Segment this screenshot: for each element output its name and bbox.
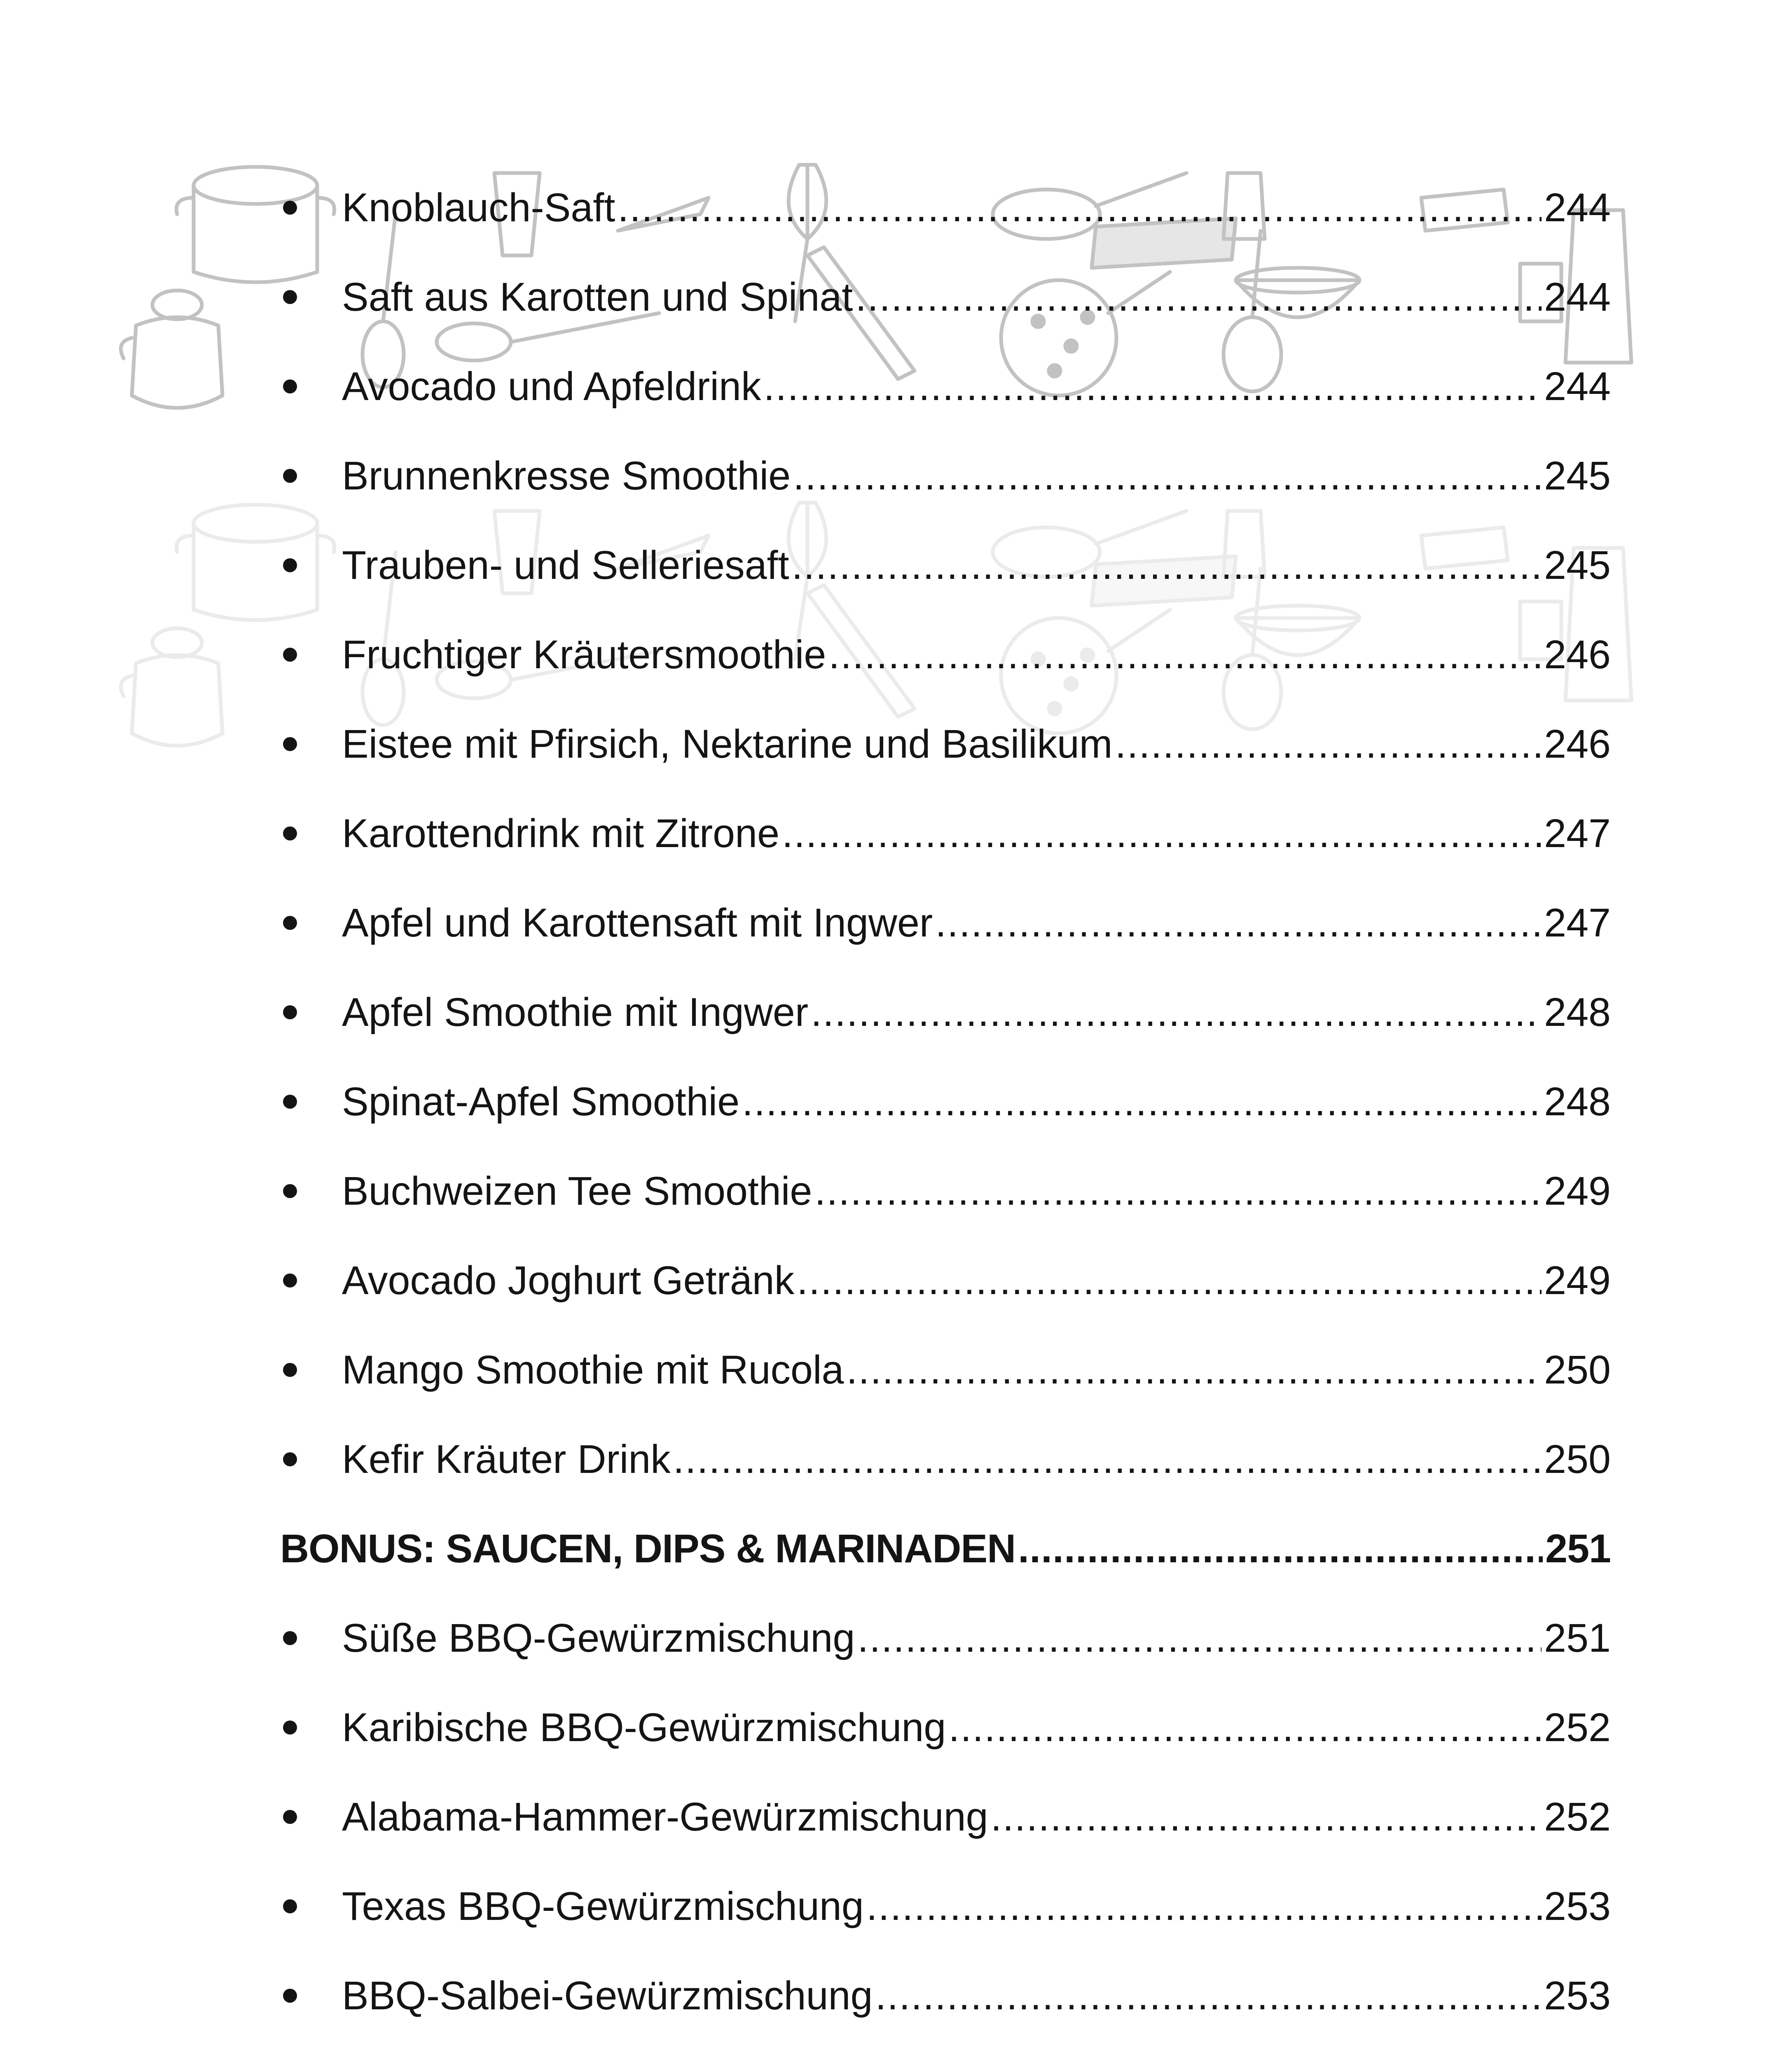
toc-entry-page-number: 248 bbox=[1544, 1079, 1611, 1124]
toc-entry-page-number: 248 bbox=[1544, 990, 1611, 1035]
toc-entry[interactable] bbox=[280, 1593, 1611, 1683]
toc-entry[interactable] bbox=[280, 252, 1611, 342]
dot-leader bbox=[1115, 724, 1542, 764]
toc-entry[interactable] bbox=[280, 163, 1611, 252]
toc-entry-title: Texas BBQ-Gewürzmischung bbox=[342, 1884, 864, 1929]
toc-entry-title: BBQ-Salbei-Gewürzmischung bbox=[342, 1973, 873, 2018]
bullet-icon bbox=[283, 1184, 297, 1198]
bullet-icon bbox=[283, 379, 297, 393]
toc-entry-page-number: 244 bbox=[1544, 185, 1611, 230]
toc-entry[interactable] bbox=[280, 1683, 1611, 1772]
dot-leader bbox=[935, 903, 1542, 943]
dot-leader bbox=[855, 277, 1542, 317]
toc-entry[interactable] bbox=[280, 1146, 1611, 1236]
dot-leader bbox=[814, 1171, 1542, 1211]
toc-entry-title: Mango Smoothie mit Rucola bbox=[342, 1347, 844, 1392]
bullet-icon bbox=[283, 1363, 297, 1377]
toc-entry-title: Apfel und Karottensaft mit Ingwer bbox=[342, 900, 933, 945]
toc-entry-page-number: 246 bbox=[1544, 721, 1611, 766]
toc-entry[interactable] bbox=[280, 1414, 1611, 1504]
toc-entry-page-number: 253 bbox=[1544, 1884, 1611, 1929]
toc-entry-page-number: 250 bbox=[1544, 1437, 1611, 1482]
bullet-icon bbox=[283, 290, 297, 304]
toc-entry[interactable] bbox=[280, 699, 1611, 789]
toc-entry[interactable] bbox=[280, 1325, 1611, 1414]
toc-entry[interactable] bbox=[280, 789, 1611, 878]
toc-entry[interactable] bbox=[280, 1861, 1611, 1951]
toc-entry-title: Alabama-Hammer-Gewürzmischung bbox=[342, 1794, 988, 1839]
toc-entry[interactable] bbox=[280, 878, 1611, 967]
toc-entry-title: Karottendrink mit Zitrone bbox=[342, 811, 780, 856]
toc-entry-title: Saft aus Karotten und Spinat bbox=[342, 274, 853, 319]
dot-leader bbox=[866, 1886, 1542, 1926]
toc-entry-title: Avocado Joghurt Getränk bbox=[342, 1258, 795, 1303]
bullet-icon bbox=[283, 826, 297, 840]
toc-entry-title: Apfel Smoothie mit Ingwer bbox=[342, 990, 809, 1035]
bullet-icon bbox=[283, 1721, 297, 1735]
dot-leader bbox=[782, 813, 1542, 853]
toc-entry-page-number: 244 bbox=[1544, 364, 1611, 409]
bullet-icon bbox=[283, 916, 297, 930]
toc-entry-title: Karibische BBQ-Gewürzmischung bbox=[342, 1705, 946, 1750]
toc-entry-page-number: 247 bbox=[1544, 900, 1611, 945]
bullet-icon bbox=[283, 1631, 297, 1645]
dot-leader bbox=[846, 1350, 1542, 1390]
toc-entry-page-number: 253 bbox=[1544, 1973, 1611, 2018]
toc-entry-title: Kefir Kräuter Drink bbox=[342, 1437, 671, 1482]
dot-leader bbox=[618, 187, 1542, 227]
toc-entry[interactable] bbox=[280, 610, 1611, 699]
bullet-icon bbox=[283, 1005, 297, 1019]
toc-entry-page-number: 245 bbox=[1544, 453, 1611, 498]
toc-entry-title: BONUS: SAUCEN, DIPS & MARINADEN bbox=[280, 1526, 1016, 1571]
toc-entry-page-number: 251 bbox=[1544, 1615, 1611, 1660]
bullet-icon bbox=[283, 1095, 297, 1109]
toc-entry-page-number: 246 bbox=[1544, 632, 1611, 677]
bullet-icon bbox=[283, 1273, 297, 1288]
bullet-icon bbox=[283, 1989, 297, 2003]
toc-entry-page-number: 251 bbox=[1545, 1526, 1611, 1571]
bullet-icon bbox=[283, 201, 297, 215]
table-of-contents bbox=[280, 163, 1611, 2060]
toc-entry-page-number: 249 bbox=[1544, 1168, 1611, 1213]
toc-entry-title: Süße BBQ-Gewürzmischung bbox=[342, 1615, 855, 1660]
toc-entry[interactable] bbox=[280, 1057, 1611, 1146]
dot-leader bbox=[828, 634, 1542, 674]
toc-entry[interactable] bbox=[280, 1951, 1611, 2040]
toc-entry-title: Avocado und Apfeldrink bbox=[342, 364, 761, 409]
toc-entry-page-number: 245 bbox=[1544, 543, 1611, 588]
dot-leader bbox=[797, 1260, 1542, 1300]
toc-section-heading[interactable] bbox=[280, 1504, 1611, 1593]
bullet-icon bbox=[283, 1452, 297, 1466]
toc-entry[interactable] bbox=[280, 1772, 1611, 1861]
toc-entry[interactable] bbox=[280, 431, 1611, 520]
toc-entry[interactable] bbox=[280, 2040, 1611, 2060]
dot-leader bbox=[792, 545, 1542, 585]
toc-entry[interactable] bbox=[280, 520, 1611, 610]
dot-leader bbox=[763, 366, 1542, 406]
dot-leader bbox=[742, 1082, 1542, 1121]
bullet-icon bbox=[283, 737, 297, 751]
bullet-icon bbox=[283, 648, 297, 662]
dot-leader bbox=[673, 1439, 1542, 1479]
toc-entry-title: Fruchtiger Kräutersmoothie bbox=[342, 632, 826, 677]
toc-entry-page-number: 249 bbox=[1544, 1258, 1611, 1303]
dot-leader bbox=[857, 1618, 1542, 1658]
dot-leader bbox=[875, 1976, 1542, 2016]
toc-entry-page-number: 244 bbox=[1544, 274, 1611, 319]
toc-entry-title: Eistee mit Pfirsich, Nektarine und Basilikum bbox=[342, 721, 1113, 766]
toc-entry-page-number: 247 bbox=[1544, 811, 1611, 856]
toc-entry-title: Buchweizen Tee Smoothie bbox=[342, 1168, 812, 1213]
dot-leader bbox=[793, 456, 1542, 496]
toc-entry[interactable] bbox=[280, 342, 1611, 431]
toc-entry[interactable] bbox=[280, 967, 1611, 1057]
toc-entry-page-number: 252 bbox=[1544, 1705, 1611, 1750]
toc-entry-title: Trauben- und Selleriesaft bbox=[342, 543, 789, 588]
toc-entry-title: Brunnenkresse Smoothie bbox=[342, 453, 791, 498]
toc-entry-page-number: 250 bbox=[1544, 1347, 1611, 1392]
toc-entry-page-number: 252 bbox=[1544, 1794, 1611, 1839]
toc-entry-title: Spinat-Apfel Smoothie bbox=[342, 1079, 740, 1124]
dot-leader bbox=[1018, 1529, 1543, 1568]
bullet-icon bbox=[283, 469, 297, 483]
dot-leader bbox=[811, 992, 1542, 1032]
bullet-icon bbox=[283, 1899, 297, 1913]
dot-leader bbox=[991, 1797, 1542, 1837]
bullet-icon bbox=[283, 1810, 297, 1824]
dot-leader bbox=[948, 1707, 1542, 1747]
bullet-icon bbox=[283, 558, 297, 572]
toc-entry[interactable] bbox=[280, 1236, 1611, 1325]
toc-entry-title: Knoblauch-Saft bbox=[342, 185, 615, 230]
